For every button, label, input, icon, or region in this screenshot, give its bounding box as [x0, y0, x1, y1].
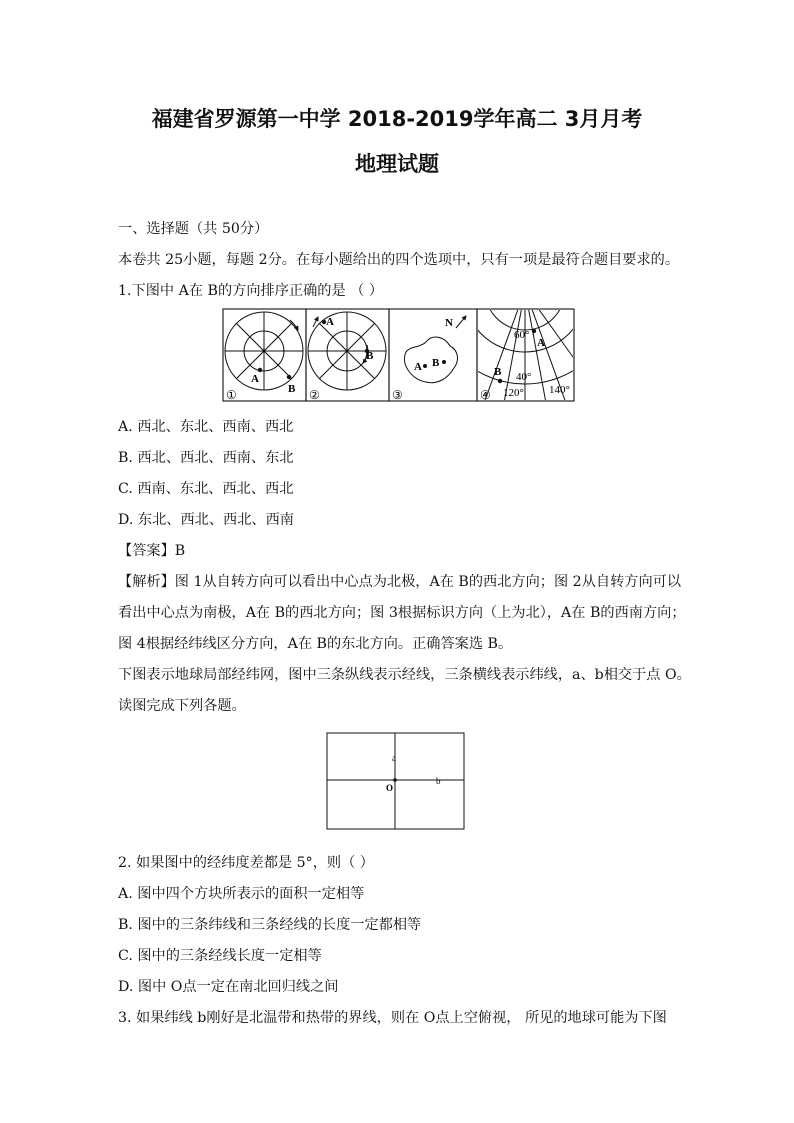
q3-stem: 3. 如果纬线 b刚好是北温带和热带的界线，则在 O点上空俯视， 所见的地球可能为下图 [118, 1010, 667, 1026]
q1-option-d: D. 东北、西北、西北、西南 [118, 512, 294, 528]
section-heading: 一、选择题（共 50分） [118, 221, 269, 237]
panel-4-number: ④ [480, 388, 491, 402]
panel-3-label-a: A [414, 361, 422, 373]
q1-stem: 1.下图中 A在 B的方向排序正确的是 （ ） [118, 283, 384, 299]
q1-analysis-line-3: 图 4根据经纬线区分方向，A在 B的东北方向。正确答案选 B。 [118, 636, 513, 652]
label-o: O [386, 783, 394, 793]
panel-1-point-a [258, 368, 262, 372]
north-label: N [445, 317, 453, 329]
panel-1-number: ① [226, 388, 237, 402]
q2-option-b: B. 图中的三条纬线和三条经线的长度一定都相等 [118, 917, 422, 933]
rotation-arrow-icon [290, 320, 298, 330]
panel-2-label-b: B [366, 350, 374, 362]
intro2-line-2: 读图完成下列各题。 [118, 698, 246, 714]
document-subtitle: 地理试题 [355, 152, 439, 176]
panel-4-label-a: A [537, 337, 545, 349]
q1-analysis-line-2: 看出中心点为南极，A在 B的西北方向；图 3根据标识方向（上为北），A在 B的西南方向； [118, 605, 686, 621]
label-b: b [436, 776, 441, 786]
document-title: 福建省罗源第一中学 2018-2019学年高二 3月月考 [151, 107, 643, 131]
north-arrow-icon [456, 316, 466, 328]
panel-1-label-a: A [251, 373, 259, 385]
panel-1-label-b: B [288, 383, 296, 395]
q1-option-a: A. 西北、东北、西南、西北 [118, 419, 294, 435]
q1-option-c: C. 西南、东北、西北、西北 [118, 481, 294, 497]
panel-3-point-b [442, 360, 446, 364]
q2-option-d: D. 图中 O点一定在南北回归线之间 [118, 979, 339, 995]
panel-2-label-a: A [326, 316, 334, 328]
q1-figure [222, 308, 576, 404]
panel-2-number: ② [309, 388, 320, 402]
lon-120-label: 120° [503, 387, 524, 399]
q2-option-a: A. 图中四个方块所表示的面积一定相等 [118, 886, 365, 902]
lat-60-label: 60° [514, 329, 530, 341]
label-a: a [392, 753, 396, 763]
panel-2-polar-grid [308, 312, 386, 390]
panel-3-number: ③ [392, 388, 403, 402]
panel-3-point-a [423, 364, 427, 368]
lon-140-label: 140° [549, 384, 570, 396]
point-o [393, 778, 397, 782]
q1-option-b: B. 西北、西北、西南、东北 [118, 450, 294, 466]
panel-4-point-b [498, 379, 502, 383]
graticule-figure [326, 732, 466, 832]
panel-1-point-b [287, 375, 291, 379]
panel-4-point-a [532, 329, 536, 333]
intro2-line-1: 下图表示地球局部经纬网，图中三条纵线表示经线，三条横线表示纬线，a、b相交于点 O。 [118, 667, 691, 683]
q1-analysis-line-1: 【解析】图 1从自转方向可以看出中心点为北极，A在 B的西北方向；图 2从自转方向可以 [118, 574, 682, 590]
lat-40-label: 40° [516, 371, 532, 383]
panel-4-label-b: B [494, 366, 502, 378]
panel-3-label-b: B [432, 357, 440, 369]
q2-stem: 2. 如果图中的经纬度差都是 5°，则（ ） [118, 855, 374, 871]
q2-option-c: C. 图中的三条经线长度一定相等 [118, 948, 322, 964]
q1-answer: 【答案】B [118, 543, 186, 559]
panel-1-polar-grid [225, 312, 303, 390]
island-outline [404, 337, 457, 383]
instructions: 本卷共 25小题，每题 2分。在每小题给出的四个选项中，只有一项是最符合题目要求的。 [118, 252, 680, 268]
